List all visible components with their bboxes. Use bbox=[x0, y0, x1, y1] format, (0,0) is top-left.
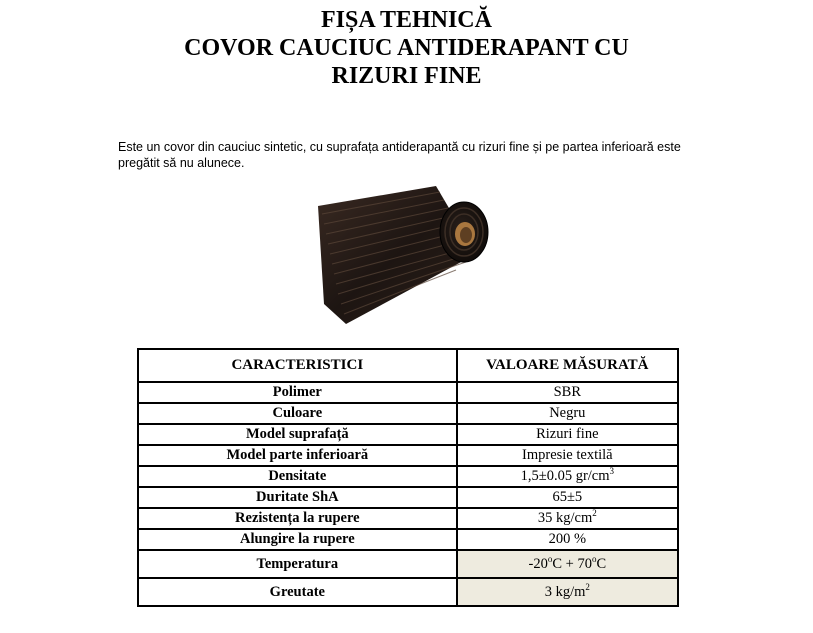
table-row bbox=[138, 487, 678, 508]
row-label: Culoare bbox=[138, 403, 457, 424]
row-label: Duritate ShA bbox=[138, 487, 457, 508]
row-value bbox=[457, 578, 678, 606]
row-value: Negru bbox=[457, 403, 678, 424]
header-measured-value: VALOARE MĂSURATĂ bbox=[457, 349, 678, 382]
table-header-row bbox=[138, 349, 678, 382]
row-label: Rezistența la rupere bbox=[138, 508, 457, 529]
title-line-3: RIZURI FINE bbox=[331, 63, 482, 89]
row-value: 65±5 bbox=[457, 487, 678, 508]
superscript: 2 bbox=[585, 581, 590, 592]
value-text: C + 70 bbox=[552, 555, 592, 572]
title-line-1: FIȘA TEHNICĂ bbox=[321, 7, 492, 33]
row-value: Rizuri fine bbox=[457, 424, 678, 445]
row-label: Temperatura bbox=[138, 550, 457, 578]
table-row bbox=[138, 445, 678, 466]
row-value bbox=[457, 466, 678, 487]
superscript: o bbox=[591, 553, 597, 564]
table-row bbox=[138, 424, 678, 445]
row-label: Model parte inferioară bbox=[138, 445, 457, 466]
table-row bbox=[138, 529, 678, 550]
superscript: 2 bbox=[592, 508, 597, 518]
document-title bbox=[0, 6, 813, 90]
row-label: Densitate bbox=[138, 466, 457, 487]
row-value bbox=[457, 508, 678, 529]
value-text: 3 kg/m bbox=[544, 583, 586, 600]
table-row bbox=[138, 382, 678, 403]
row-value: 200 % bbox=[457, 529, 678, 550]
table-row bbox=[138, 550, 678, 578]
row-value bbox=[457, 550, 678, 578]
value-text: -20 bbox=[528, 555, 548, 572]
row-label: Alungire la rupere bbox=[138, 529, 457, 550]
row-value: SBR bbox=[457, 382, 678, 403]
rubber-mat-roll-image bbox=[316, 184, 492, 326]
row-label: Greutate bbox=[138, 578, 457, 606]
table-row bbox=[138, 578, 678, 606]
table-row bbox=[138, 508, 678, 529]
intro-paragraph: Este un covor din cauciuc sintetic, cu suprafața antiderapantă cu rizuri fine și pe partea inferioară este pregătit să nu alunece. bbox=[118, 140, 681, 170]
value-text: 1,5±0.05 gr/cm bbox=[520, 468, 610, 484]
superscript: 3 bbox=[609, 466, 615, 476]
superscript: o bbox=[547, 553, 553, 564]
table-row bbox=[138, 466, 678, 487]
value-text: 35 kg/cm bbox=[537, 510, 593, 526]
specs-table bbox=[137, 348, 679, 607]
row-value: Impresie textilă bbox=[457, 445, 678, 466]
header-characteristics: CARACTERISTICI bbox=[138, 349, 457, 382]
title-line-2: COVOR CAUCIUC ANTIDERAPANT CU bbox=[184, 35, 629, 61]
value-text: C bbox=[596, 555, 607, 572]
table-row bbox=[138, 403, 678, 424]
row-label: Model suprafață bbox=[138, 424, 457, 445]
row-label: Polimer bbox=[138, 382, 457, 403]
